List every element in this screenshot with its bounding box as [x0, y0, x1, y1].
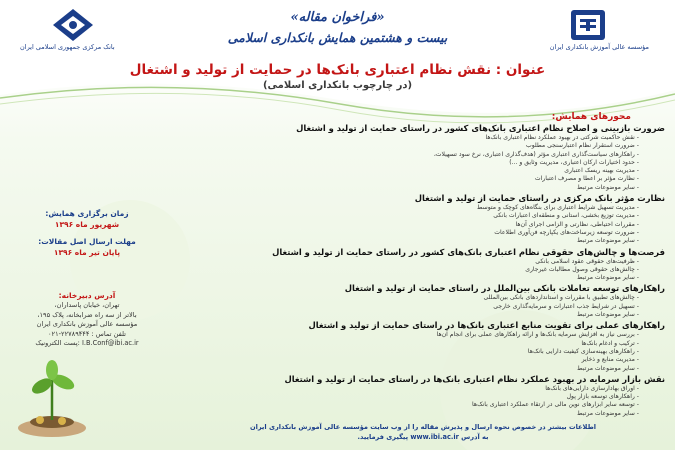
topic-axis	[235, 320, 665, 372]
topic-axis	[235, 123, 665, 192]
email-address[interactable]: پست الکترونیک: I.B.Conf@ibi.ac.ir	[35, 339, 139, 347]
topic-item: - بررسی نیاز به افزایش سرمایه بانک‌ها و ارائه راهکارهای عملی برای انجام آن‌ها	[235, 331, 639, 339]
topic-item: - ترکیب و ادغام بانک‌ها	[235, 340, 639, 348]
topic-item: - تسهیل در شرایط جذب اعتبارات و سرمایه‌گذاری خارجی	[235, 303, 639, 311]
topic-item: - چالش‌های حقوقی وصول مطالبات غیرجاری	[235, 266, 639, 274]
topic-item: - توسعه سایر ابزارهای نوین مالی در ارتقاء عملکرد اعتباری بانک‌ها	[235, 401, 639, 409]
topic-item: - سایر موضوعات مرتبط	[235, 184, 639, 192]
topic-axis-title: نقش بازار سرمایه در بهبود عملکرد نظام اعتباری بانک‌ها در راستای حمایت از تولید و اشتغال	[284, 373, 665, 384]
topic-item: - ضرورت استقرار نظام اعتبارسنجی مطلوب	[235, 142, 639, 150]
topic-axis-title: ضرورت بازبینی و اصلاح نظام اعتباری بانک‌های کشور در راستای حمایت از تولید و اشتغال	[296, 123, 665, 133]
topic-axis-title: راهکارهای عملی برای تقویت منابع اعتباری بانک‌ها در راستای حمایت از تولید و اشتغال	[308, 320, 665, 331]
main-subtitle: (در چارچوب بانکداری اسلامی)	[262, 80, 413, 91]
topic-item: - ظرفیت‌های حقوقی عقود اسلامی بانکی	[235, 258, 639, 266]
deadline-value: پایان تیر ماه ۱۳۹۶	[53, 248, 121, 257]
topic-item: - سایر موضوعات مرتبط	[235, 274, 639, 282]
topic-item: - راهکارهای سیاست‌گذاری اعتباری مؤثر (هدف‌گذاری اعتباری، نرخ سود تسهیلات،	[235, 151, 639, 159]
topic-axis	[235, 193, 665, 245]
address-line: تهران، خیابان پاسداران،	[54, 301, 120, 309]
topic-item: - سایر موضوعات مرتبط	[235, 237, 639, 245]
website-link[interactable]: به آدرس www.ibi.ac.ir پیگیری فرمایید.	[357, 433, 489, 441]
main-title: عنوان : نقش نظام اعتباری بانک‌ها در حمایت از تولید و اشتغال	[129, 62, 546, 78]
address-block	[12, 290, 162, 349]
topics-section	[235, 112, 665, 419]
topic-item: - اوراق بهادارسازی دارایی‌های بانک‌ها	[235, 385, 639, 393]
conference-date-value: شهریور ماه ۱۳۹۶	[54, 220, 120, 229]
plant-in-hand-icon	[12, 350, 92, 440]
topic-item: - مدیریت منابع و ذخایر	[235, 356, 639, 364]
topic-item: - چالش‌های تطبیق با مقررات و استانداردهای بانکی بین‌المللی	[235, 294, 639, 302]
topic-axis	[235, 247, 665, 283]
topics-heading: محورهای همایش:	[551, 112, 631, 122]
topic-axis	[235, 283, 665, 319]
call-for-papers-heading: «فراخوان مقاله»	[290, 10, 385, 25]
topic-axis-title: فرصت‌ها و چالش‌های حقوقی نظام اعتباری بانک‌های کشور در راستای حمایت از تولید و اشتغال	[272, 246, 665, 257]
topic-item: - حدود اختیارات ارکان اعتباری، مدیریت وثایق و ...)	[235, 159, 639, 167]
topic-item: - سایر موضوعات مرتبط	[235, 365, 639, 373]
footer-note	[183, 422, 663, 442]
topic-item: - راهکارهای توسعه بازار پول	[235, 393, 639, 401]
topic-axis	[235, 374, 665, 418]
topic-axis-title: راهکارهای توسعه تعاملات بانکی بین‌الملل در راستای حمایت از تولید و اشتغال	[344, 283, 665, 294]
topic-item: - مدیریت بهینه ریسک اعتباری	[235, 167, 639, 175]
topic-item: - مقررات احتیاطی، نظارتی و الزامی اجرای آن‌ها	[235, 221, 639, 229]
institute-logo-caption: مؤسسه عالی آموزش بانکداری ایران	[549, 43, 649, 51]
address-line: بالاتر از سه راه ضرابخانه، پلاک ۱۹۵،	[37, 310, 137, 319]
topic-item: - نظارت مؤثر بر اعطا و مصرف اعتبارات	[235, 175, 639, 183]
phone-number: تلفن تماس : ۲۲۷۸۹۴۴۴-۰۲۱	[48, 329, 126, 338]
topic-item: - مدیریت تسهیل شرایط اعتباری برای بنگاه‌های کوچک و متوسط	[235, 204, 639, 212]
topic-item: - سایر موضوعات مرتبط	[235, 410, 639, 418]
address-line: مؤسسه عالی آموزش بانکداری ایران	[36, 320, 138, 328]
footer-line: اطلاعات بیشتر در خصوص نحوه ارسال و پذیرش مقاله را از وب سایت مؤسسه عالی آموزش بانکداری ایران	[249, 423, 597, 431]
central-bank-logo-caption: بانک مرکزی جمهوری اسلامی ایران	[20, 43, 115, 51]
topic-item: - ضرورت توسعه زیرساخت‌های یکپارچه فن‌آوری اطلاعات	[235, 229, 639, 237]
topic-item: - مدیریت توزیع بخشی، استانی و منطقه‌ای اعتبارات بانکی	[235, 212, 639, 220]
schedule-block	[12, 208, 162, 258]
topic-item: - نقش حاکمیت شرکتی در بهبود عملکرد نظام اعتباری بانک‌ها	[235, 134, 639, 142]
conference-name: بیست و هشتمین همایش بانکداری اسلامی	[227, 30, 448, 45]
topic-axis-title: نظارت مؤثر بانک مرکزی در راستای حمایت از تولید و اشتغال	[414, 193, 665, 204]
topics-list	[235, 123, 665, 418]
deadline-label: مهلت ارسال اصل مقالات:	[38, 237, 136, 246]
conference-date-label: زمان برگزاری همایش:	[45, 209, 129, 218]
topic-item: - سایر موضوعات مرتبط	[235, 311, 639, 319]
topic-item: - راهکارهای بهینه‌سازی کیفیت دارایی بانک‌ها	[235, 348, 639, 356]
address-label: آدرس دبیرخانه:	[58, 291, 116, 300]
